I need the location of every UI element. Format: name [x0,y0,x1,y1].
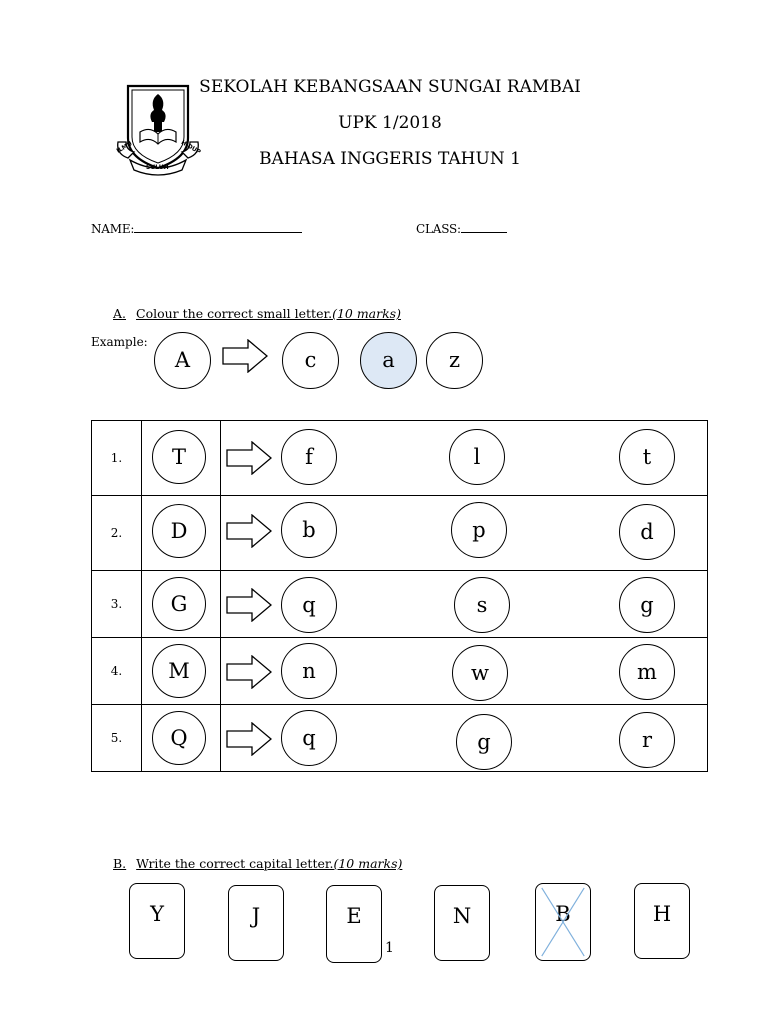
section-a-marks: (10 marks) [332,306,401,321]
letter-card[interactable]: E [326,885,382,963]
option-circle-1[interactable]: f [281,429,337,485]
table-row [92,705,708,772]
letter-card[interactable]: Y [129,883,185,959]
option-circle-3[interactable]: t [619,429,675,485]
arrow-icon [226,441,272,475]
row-number: 4. [92,638,142,705]
capital-circle: G [152,577,206,631]
capital-cell [142,638,221,705]
option-circle-3[interactable]: r [619,712,675,768]
section-a-table [91,420,708,772]
option-circle-2[interactable]: p [451,502,507,558]
arrow-icon [226,655,272,689]
school-name: SEKOLAH KEBANGSAAN SUNGAI RAMBAI [199,77,581,97]
capital-cell [142,421,221,496]
example-option-2-coloured[interactable]: a [360,332,417,389]
capital-circle: Q [152,711,206,765]
name-blank[interactable] [134,222,302,233]
option-circle-1[interactable]: b [281,502,337,558]
option-circle-3[interactable]: m [619,644,675,700]
table-row [92,638,708,705]
option-circle-2[interactable]: w [452,645,508,701]
crossed-card-letter: B [555,902,571,926]
row-number: 3. [92,571,142,638]
logo-text-left: ILMU [115,140,134,155]
example-label: Example: [91,335,148,349]
option-circle-2[interactable]: s [454,577,510,633]
table-row [92,421,708,496]
section-a-title [113,306,401,321]
option-circle-3[interactable]: d [619,504,675,560]
section-b-instruction: Write the correct capital letter. [136,856,334,871]
section-b-letter: B. [113,856,127,871]
exam-title: UPK 1/2018 [338,113,442,133]
row-number: 2. [92,496,142,571]
table-row [92,571,708,638]
table-row [92,496,708,571]
capital-circle: T [152,430,206,484]
page-number: 1 [385,940,394,956]
capital-circle: D [152,504,206,558]
letter-card[interactable]: H [634,883,690,959]
logo-text-right: HIDUP [179,139,202,156]
option-circle-2[interactable]: l [449,429,505,485]
arrow-icon [226,588,272,622]
example-capital-circle: A [154,332,211,389]
option-circle-1[interactable]: n [281,643,337,699]
class-field [416,222,507,236]
logo-text-center: SULUH [146,164,169,171]
option-circle-2[interactable]: g [456,714,512,770]
option-circle-3[interactable]: g [619,577,675,633]
capital-cell [142,705,221,772]
example-option-3[interactable]: z [426,332,483,389]
name-label: NAME: [91,222,135,236]
section-a-instruction: Colour the correct small letter. [136,306,333,321]
letter-card-crossed[interactable] [535,883,591,961]
options-cell [221,705,708,772]
name-field [91,222,302,236]
capital-circle: M [152,644,206,698]
options-cell [221,496,708,571]
example-arrow-icon [222,339,268,373]
cross-mark-icon [536,884,590,960]
section-a-letter: A. [113,306,127,321]
arrow-icon [226,722,272,756]
arrow-icon [226,514,272,548]
letter-card[interactable]: N [434,885,490,961]
options-cell [221,638,708,705]
class-blank[interactable] [461,222,507,233]
options-cell [221,571,708,638]
option-circle-1[interactable]: q [281,710,337,766]
example-option-1[interactable]: c [282,332,339,389]
options-cell [221,421,708,496]
section-b-marks: (10 marks) [333,856,403,871]
option-circle-1[interactable]: q [281,577,337,633]
section-b-title [113,856,402,871]
row-number: 5. [92,705,142,772]
letter-card[interactable]: J [228,885,284,961]
class-label: CLASS: [416,222,461,236]
capital-cell [142,571,221,638]
subject-title: BAHASA INGGERIS TAHUN 1 [259,149,521,169]
row-number: 1. [92,421,142,496]
capital-cell [142,496,221,571]
